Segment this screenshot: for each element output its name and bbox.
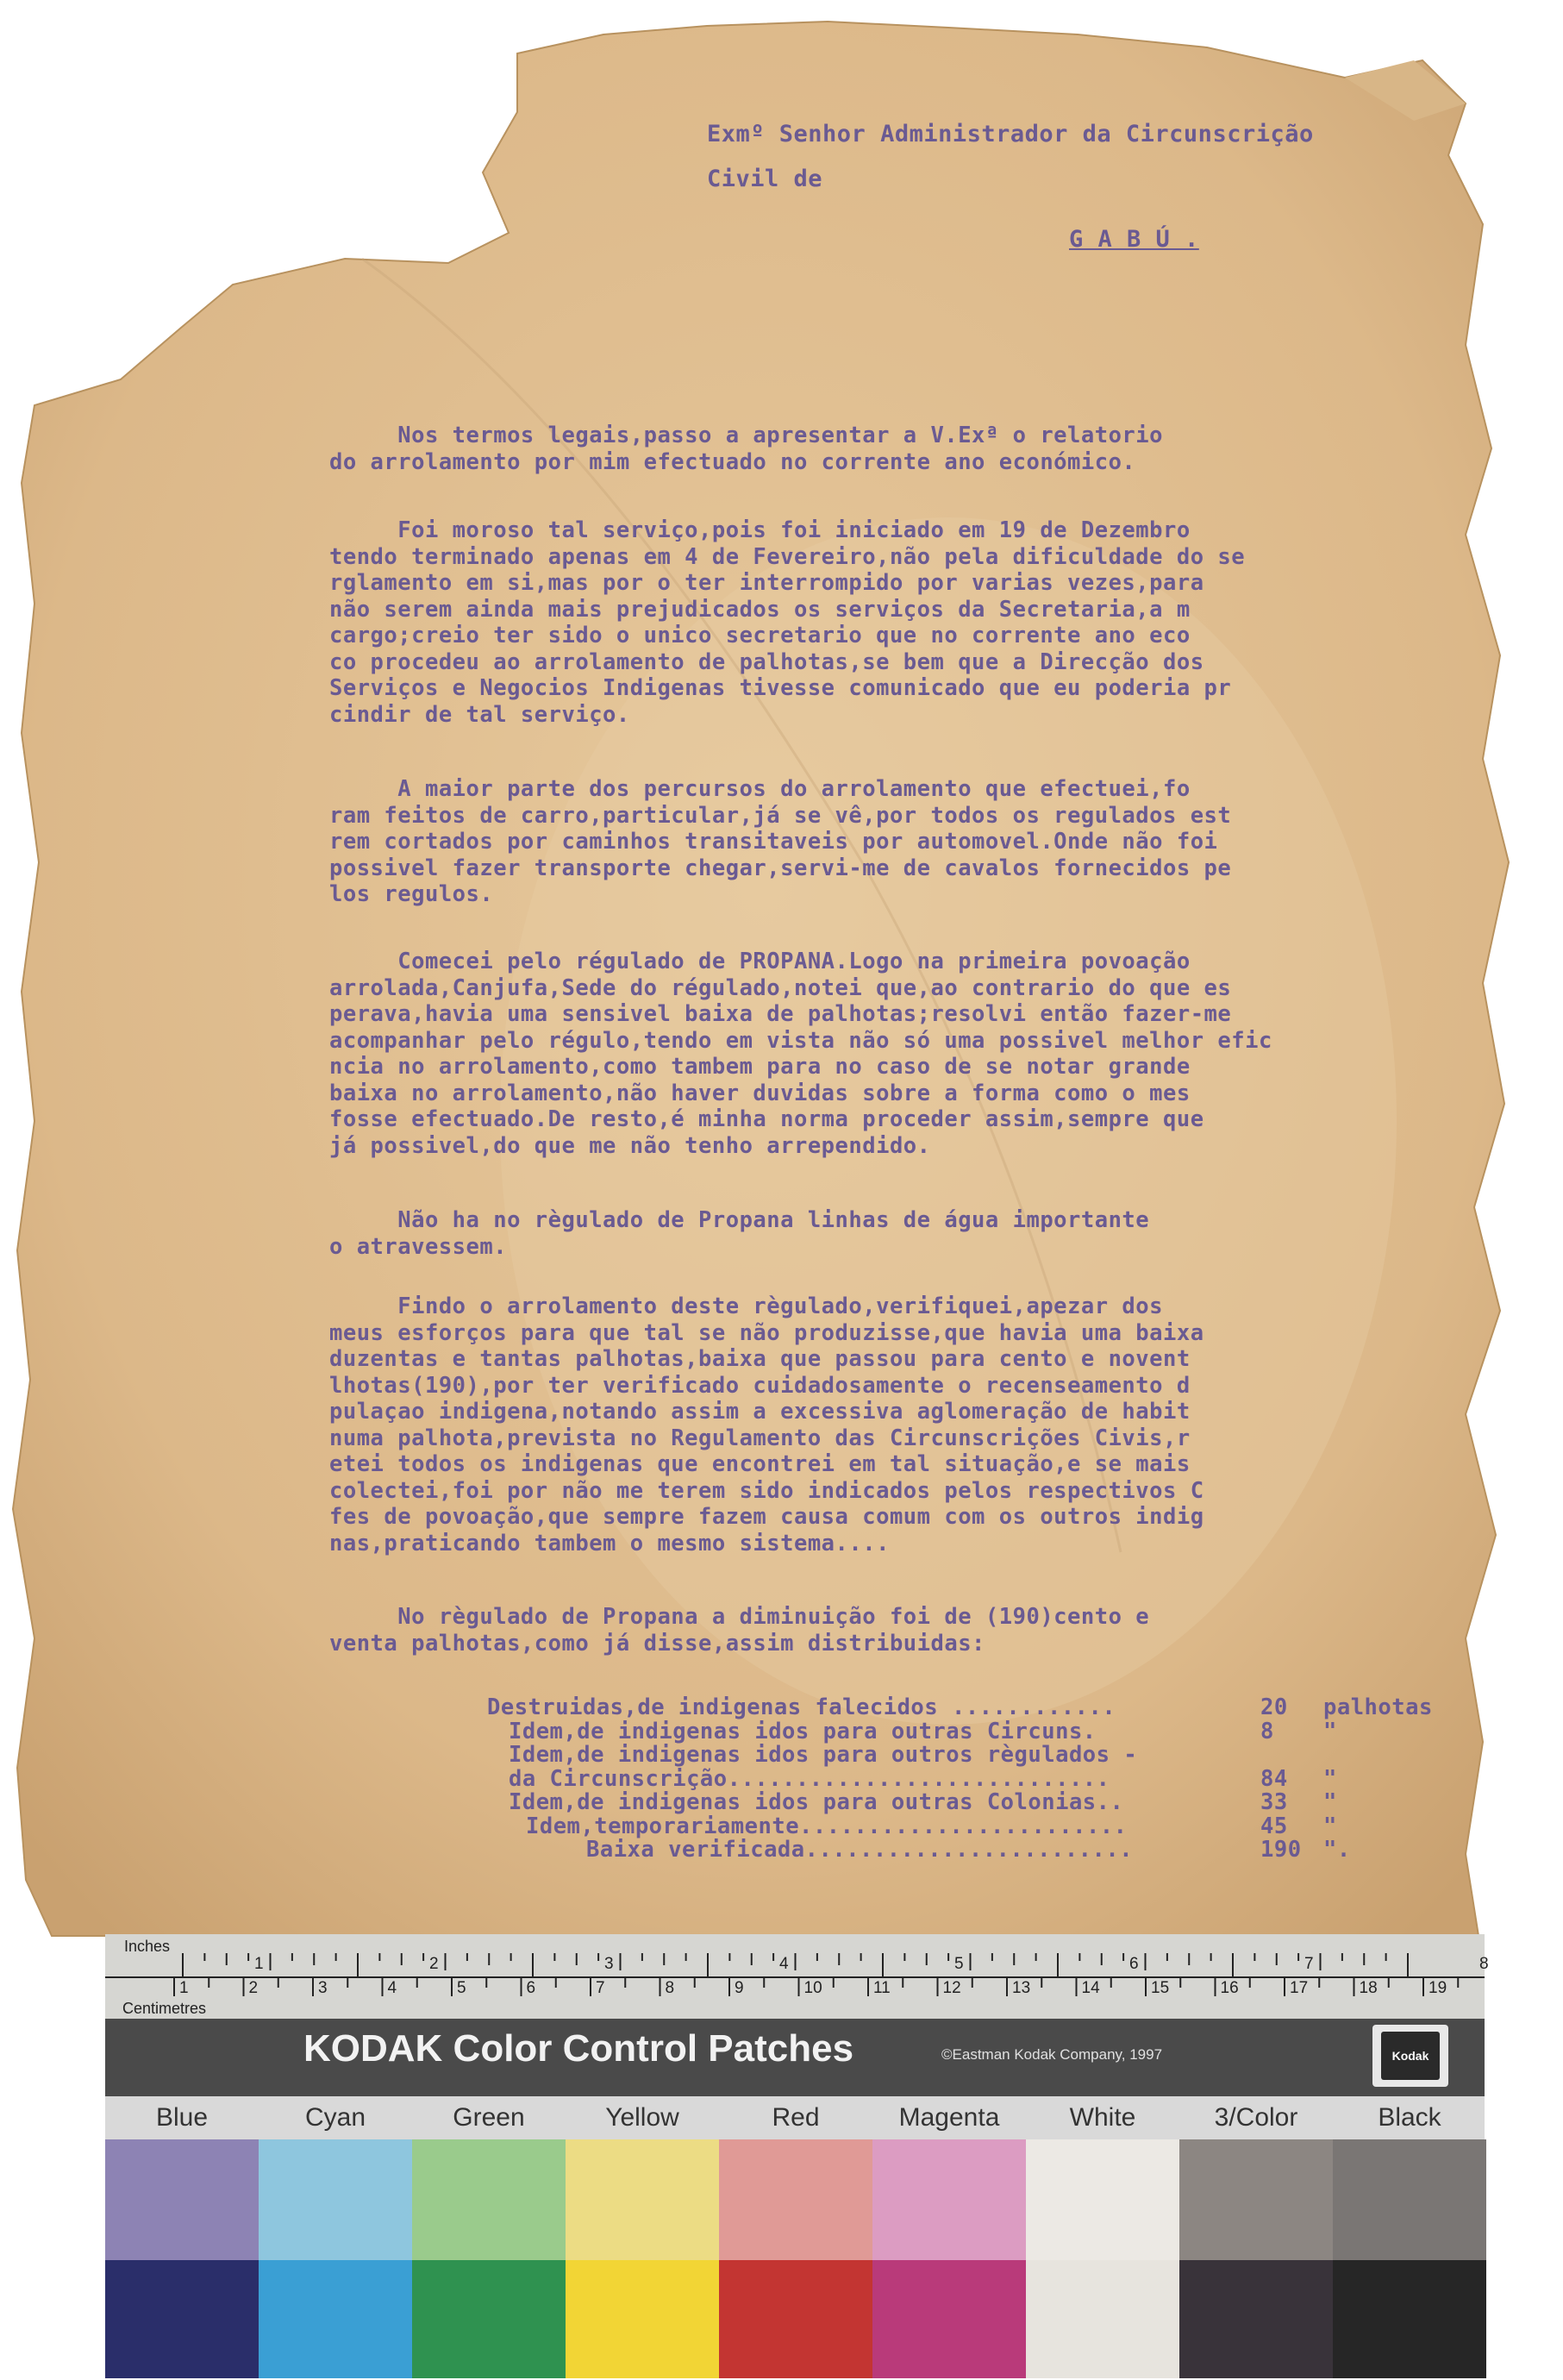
color-patch-dark <box>719 2260 872 2378</box>
table-row-unit: " <box>1323 1765 1337 1792</box>
address-line-1: Exmº Senhor Administrador da Circunscrição <box>707 121 1314 147</box>
table-row-label: Idem,de indigenas idos para outras Colonias.. <box>509 1789 1124 1815</box>
color-patch-dark <box>259 2260 412 2378</box>
cm-number: 13 <box>1012 1979 1031 1997</box>
inch-number: 5 <box>954 1955 964 1973</box>
color-patch-light <box>1333 2139 1486 2260</box>
paragraph-line: lhotas(190),por ter verificado cuidadosamente o recenseamento d <box>329 1372 1191 1399</box>
paragraph-line: arrolada,Canjufa,Sede do régulado,notei que,ao contrario do que es <box>329 974 1232 1001</box>
color-patch-light <box>1179 2139 1333 2260</box>
color-name-label: Red <box>772 2103 820 2132</box>
color-name-label: Yellow <box>605 2103 679 2132</box>
color-name-label: Black <box>1378 2103 1441 2132</box>
paragraph-line: acompanhar pelo régulo,tendo em vista não só uma possivel melhor efic <box>329 1027 1272 1054</box>
color-patch-light <box>1026 2139 1179 2260</box>
color-patch-light <box>872 2139 1026 2260</box>
cm-number: 11 <box>873 1979 891 1997</box>
paragraph-line: tendo terminado apenas em 4 de Fevereiro,não pela dificuldade do se <box>329 543 1246 570</box>
cm-number: 18 <box>1359 1979 1378 1997</box>
color-patch-light <box>719 2139 872 2260</box>
paragraph-line: perava,havia uma sensivel baixa de palhotas;resolvi então fazer-me <box>329 1001 1232 1027</box>
table-row-label: da Circunscrição............................ <box>509 1765 1110 1792</box>
cm-number: 2 <box>248 1979 259 1997</box>
paragraph-line: fes de povoação,que sempre fazem causa comum com os outros indig <box>329 1504 1204 1530</box>
paragraph-line: nas,praticando tambem o mesmo sistema.... <box>329 1530 890 1556</box>
table-row-value: 8 <box>1260 1718 1274 1744</box>
paragraph-line: los regulos. <box>329 881 494 907</box>
inch-number: 1 <box>254 1955 264 1973</box>
table-row-label: Baixa verificada........................ <box>586 1837 1134 1863</box>
inch-number: 3 <box>604 1955 614 1973</box>
color-patch-light <box>412 2139 566 2260</box>
cm-number: 9 <box>735 1979 744 1997</box>
paragraph-line: cindir de tal serviço. <box>329 701 630 728</box>
cm-number: 16 <box>1220 1979 1239 1997</box>
paragraph-line: pulaçao indigena,notando assim a excessiva aglomeração de habit <box>329 1399 1191 1425</box>
kodak-color-control-strip <box>105 1934 1489 2378</box>
color-name-label: Magenta <box>898 2103 1000 2132</box>
paragraph-line: o atravessem. <box>329 1233 508 1260</box>
color-patch-light <box>566 2139 719 2260</box>
kodak-logo-text: Kodak <box>1381 2032 1440 2080</box>
cm-number: 10 <box>803 1979 822 1997</box>
cm-number: 4 <box>387 1979 397 1997</box>
table-row-value: 45 <box>1260 1813 1288 1839</box>
table-row-unit: " <box>1323 1789 1337 1815</box>
inches-label: Inches <box>124 1938 171 1955</box>
color-patch-dark <box>105 2260 259 2378</box>
cm-number: 3 <box>318 1979 328 1997</box>
address-line-3: G A B Ú . <box>1069 226 1199 253</box>
inch-number: 6 <box>1129 1955 1139 1973</box>
paragraph-line: No règulado de Propana a diminuição foi de (190)cento e <box>329 1604 1150 1630</box>
paragraph-line: numa palhota,prevista no Regulamento das Circunscrições Civis,r <box>329 1425 1191 1451</box>
table-row-value: 84 <box>1260 1765 1288 1792</box>
color-patch-light <box>259 2139 412 2260</box>
recipient-address <box>707 121 1314 254</box>
table-row-unit: " <box>1323 1813 1337 1839</box>
table-row-unit: " <box>1323 1718 1337 1744</box>
cm-number: 7 <box>596 1979 605 1997</box>
inch-number: 4 <box>779 1955 789 1973</box>
paragraph-line: Não ha no règulado de Propana linhas de água importante <box>329 1207 1150 1233</box>
color-name-label: White <box>1069 2103 1136 2132</box>
ruler-ticks <box>105 1934 1485 2019</box>
kodak-title: KODAK Color Control Patches <box>303 2027 854 2070</box>
inch-number: 8 <box>1479 1955 1489 1973</box>
paragraph-line: meus esforços para que tal se não produzisse,que havia uma baixa <box>329 1319 1204 1346</box>
kodak-logo <box>1372 2025 1448 2087</box>
color-patches-dark <box>105 2260 1485 2378</box>
paragraph-line: colectei,foi por não me terem sido indicados pelos respectivos C <box>329 1477 1204 1504</box>
color-patch-light <box>105 2139 259 2260</box>
cm-number: 1 <box>179 1979 189 1997</box>
paragraph-line: possivel fazer transporte chegar,servi-me de cavalos fornecidos pe <box>329 855 1232 881</box>
paragraph-line: cargo;creio ter sido o unico secretario que no corrente ano eco <box>329 623 1191 648</box>
paragraph-line: Findo o arrolamento deste règulado,verifiquei,apezar dos <box>329 1293 1163 1319</box>
paragraph-line: Nos termos legais,passo a apresentar a V.Exª o relatorio <box>329 423 1163 448</box>
paragraph-line: já possivel,do que me não tenho arrependido. <box>329 1132 931 1159</box>
paragraph-line: etei todos os indigenas que encontrei em tal situação,e se mais <box>329 1451 1191 1477</box>
cm-number: 8 <box>665 1979 675 1997</box>
inch-number: 7 <box>1304 1955 1314 1973</box>
color-patches-light <box>105 2139 1485 2260</box>
cm-number: 12 <box>942 1979 961 1997</box>
measurement-ruler <box>105 1934 1489 2020</box>
cm-number: 15 <box>1151 1979 1170 1997</box>
table-row-value: 20 <box>1260 1694 1288 1720</box>
color-names-row <box>105 2096 1485 2139</box>
paragraph-line: fosse efectuado.De resto,é minha norma proceder assim,sempre que <box>329 1106 1204 1132</box>
cm-number: 6 <box>526 1979 536 1997</box>
paragraph-line: do arrolamento por mim efectuado no corrente ano económico. <box>329 448 1136 475</box>
paragraph-line: baixa no arrolamento,não haver duvidas sobre a forma como o mes <box>329 1080 1191 1106</box>
cm-number: 17 <box>1290 1979 1309 1997</box>
paragraph-line: A maior parte dos percursos do arrolamento que efectuei,fo <box>329 776 1191 802</box>
paragraph-line: ncia no arrolamento,como tambem para no caso de se notar grande <box>329 1054 1191 1080</box>
paragraph-line: Foi moroso tal serviço,pois foi iniciado em 19 de Dezembro <box>329 517 1191 543</box>
table-row-value: 33 <box>1260 1789 1288 1815</box>
paragraph-line: duzentas e tantas palhotas,baixa que passou para cento e novent <box>329 1346 1191 1372</box>
paragraph-line: ram feitos de carro,particular,já se vê,por todos os regulados est <box>329 802 1232 829</box>
color-name-label: Green <box>453 2103 525 2132</box>
kodak-copyright: ©Eastman Kodak Company, 1997 <box>941 2046 1163 2063</box>
cm-number: 19 <box>1429 1979 1447 1997</box>
color-name-label: 3/Color <box>1214 2103 1298 2132</box>
paragraph-line: venta palhotas,como já disse,assim distribuidas: <box>329 1630 985 1657</box>
paragraph-line: rglamento em si,mas por o ter interrompido por varias vezes,para <box>329 570 1204 596</box>
paragraph-line: rem cortados por caminhos transitaveis por automovel.Onde não foi <box>329 829 1218 855</box>
color-patch-dark <box>412 2260 566 2378</box>
color-patch-dark <box>1333 2260 1486 2378</box>
color-name-label: Cyan <box>304 2103 366 2132</box>
paragraph-line: Serviços e Negocios Indigenas tivesse comunicado que eu poderia pr <box>329 675 1232 701</box>
centimetres-label: Centimetres <box>122 2000 207 2017</box>
table-row-value: 190 <box>1260 1837 1302 1863</box>
address-line-2: Civil de <box>707 166 823 192</box>
table-row-unit: ". <box>1323 1837 1351 1863</box>
cm-number: 14 <box>1081 1979 1100 1997</box>
paragraph-line: não serem ainda mais prejudicados os serviços da Secretaria,a m <box>329 596 1191 623</box>
color-patch-dark <box>1179 2260 1333 2378</box>
cm-number: 5 <box>457 1979 466 1997</box>
table-row-label: Destruidas,de indigenas falecidos ............ <box>487 1694 1116 1720</box>
table-row-label: Idem,de indigenas idos para outros règulados - <box>509 1742 1138 1768</box>
color-patch-dark <box>872 2260 1026 2378</box>
color-name-label: Blue <box>155 2103 209 2132</box>
color-patch-dark <box>566 2260 719 2378</box>
paragraph-line: Comecei pelo régulado de PROPANA.Logo na primeira povoação <box>329 949 1191 974</box>
paragraph-line: co procedeu ao arrolamento de palhotas,se bem que a Direcção dos <box>329 648 1204 675</box>
inch-number: 2 <box>429 1955 439 1973</box>
table-row-label: Idem,temporariamente........................ <box>526 1813 1128 1839</box>
table-row-label: Idem,de indigenas idos para outras Circuns. <box>509 1718 1097 1744</box>
table-row-unit: palhotas <box>1323 1694 1433 1720</box>
color-patch-dark <box>1026 2260 1179 2378</box>
